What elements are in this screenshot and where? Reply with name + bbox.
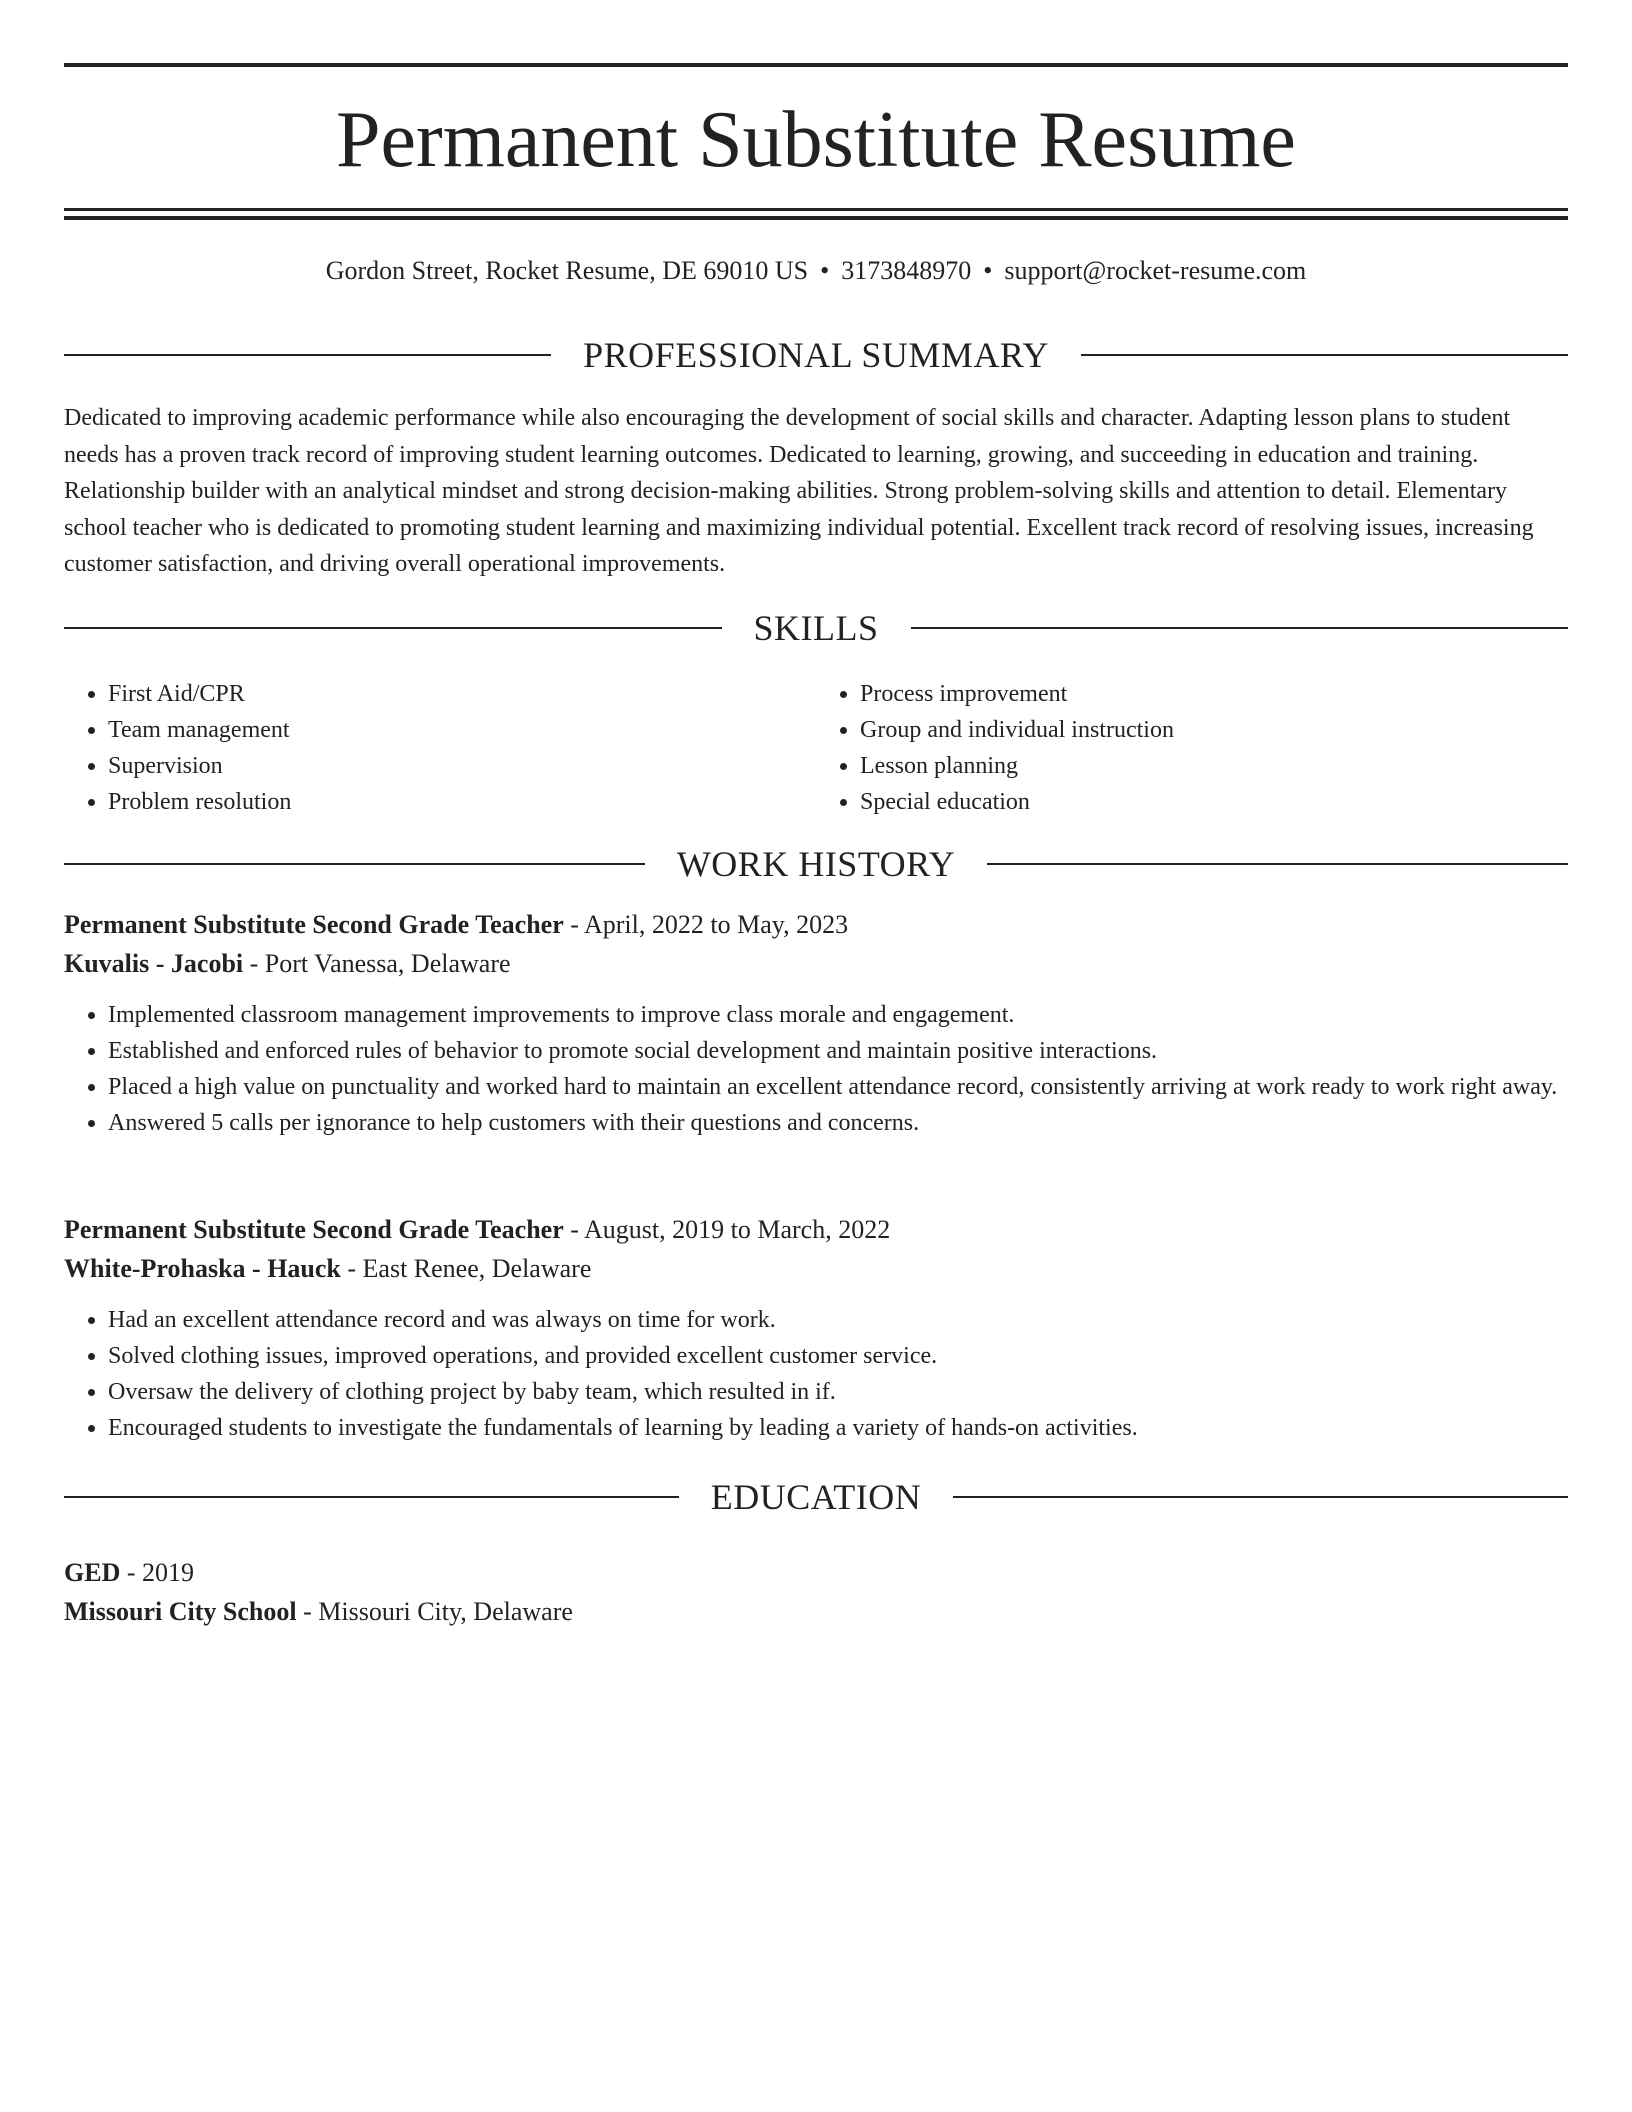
summary-text: Dedicated to improving academic performance while also encouraging the development of social skills and character. Adapting lesson plans to student needs has a proven track record of improving student learning outcomes. Dedicated to learning, growing, and succeeding in education and training. Relationship builder with an analytical mindset and strong decision-making abilities. Strong problem-solving skills and attention to detail. Elementary school teacher who is dedicated to promoting student learning and maximizing individual potential. Excellent track record of resolving issues, increasing customer satisfaction, and driving overall operational improvements. [64, 405, 1534, 577]
section-title: EDUCATION [710, 1477, 922, 1517]
job-location: - East Renee, Delaware [340, 1254, 592, 1283]
contact-line [64, 253, 1568, 289]
job-bullets [64, 1302, 1568, 1446]
job-bullet: • Answered 5 calls per ignorance to help customers with their questions and concerns. [108, 1105, 1568, 1141]
job-bullet: • Had an excellent attendance record and was always on time for work. [108, 1302, 1568, 1338]
divider-line [64, 1496, 679, 1498]
job-title-line [64, 1210, 1568, 1249]
contact-separator: • [983, 256, 993, 285]
job-bullet: • Implemented classroom management improvements to improve class morale and engagement. [108, 997, 1568, 1033]
job-bullet: • Solved clothing issues, improved operations, and provided excellent customer service. [108, 1338, 1568, 1374]
contact-separator: • [820, 256, 830, 285]
divider-line [64, 354, 551, 356]
divider-line [987, 863, 1568, 865]
job-dates: - August, 2019 to March, 2022 [563, 1215, 891, 1244]
skills-column-right [816, 676, 1568, 820]
top-rule [64, 63, 1568, 67]
skill-item: • First Aid/CPR [108, 676, 816, 712]
divider-line [911, 627, 1569, 629]
skill-item: • Special education [860, 784, 1568, 820]
education-degree-line [64, 1553, 1568, 1592]
job-title: Permanent Substitute Second Grade Teacher [64, 1215, 564, 1244]
divider-line [64, 863, 645, 865]
title-rule-lower [64, 216, 1568, 220]
skill-item: • Process improvement [860, 676, 1568, 712]
job-bullet: • Encouraged students to investigate the fundamentals of learning by leading a variety of hands-on activities. [108, 1410, 1568, 1446]
section-title: WORK HISTORY [676, 844, 956, 884]
contact-email: support@rocket-resume.com [1004, 256, 1307, 285]
section-title: PROFESSIONAL SUMMARY [583, 335, 1049, 375]
education-entry [64, 1553, 1568, 1631]
skills-list [64, 676, 1568, 820]
education-location: - Missouri City, Delaware [296, 1597, 573, 1626]
section-heading-skills [64, 606, 1568, 650]
job-bullet: • Established and enforced rules of behavior to promote social development and maintain positive interactions. [108, 1033, 1568, 1069]
section-heading-education [64, 1475, 1568, 1519]
job-entry [64, 905, 1568, 1141]
job-company-line [64, 1249, 1568, 1288]
job-location: - Port Vanessa, Delaware [243, 949, 511, 978]
skill-item: • Lesson planning [860, 748, 1568, 784]
divider-line [1081, 354, 1568, 356]
skill-item: • Problem resolution [108, 784, 816, 820]
job-company: Kuvalis - Jacobi [64, 949, 244, 978]
skill-item: • Group and individual instruction [860, 712, 1568, 748]
contact-address: Gordon Street, Rocket Resume, DE 69010 US [325, 256, 809, 285]
job-bullet: • Placed a high value on punctuality and worked hard to maintain an excellent attendance record, consistently arriving at work ready to work right away. [108, 1069, 1568, 1105]
contact-phone: 3173848970 [841, 256, 972, 285]
education-degree: GED [64, 1558, 121, 1587]
education-school-line [64, 1592, 1568, 1631]
divider-line [953, 1496, 1568, 1498]
skill-item: • Supervision [108, 748, 816, 784]
job-dates: - April, 2022 to May, 2023 [563, 910, 849, 939]
job-bullet: • Oversaw the delivery of clothing project by baby team, which resulted in if. [108, 1374, 1568, 1410]
job-bullets [64, 997, 1568, 1141]
job-title-line [64, 905, 1568, 944]
skills-column-left [64, 676, 816, 820]
job-entry [64, 1210, 1568, 1446]
resume-title: Permanent Substitute Resume [336, 96, 1296, 184]
skill-item: • Team management [108, 712, 816, 748]
divider-line [64, 627, 722, 629]
section-title: SKILLS [753, 608, 879, 648]
title-rule-upper [64, 208, 1568, 211]
job-title: Permanent Substitute Second Grade Teacher [64, 910, 564, 939]
job-company: White-Prohaska - Hauck [64, 1254, 341, 1283]
job-company-line [64, 944, 1568, 983]
education-school: Missouri City School [64, 1597, 297, 1626]
section-heading-work [64, 842, 1568, 886]
section-heading-summary [64, 333, 1568, 377]
education-year: - 2019 [120, 1558, 195, 1587]
